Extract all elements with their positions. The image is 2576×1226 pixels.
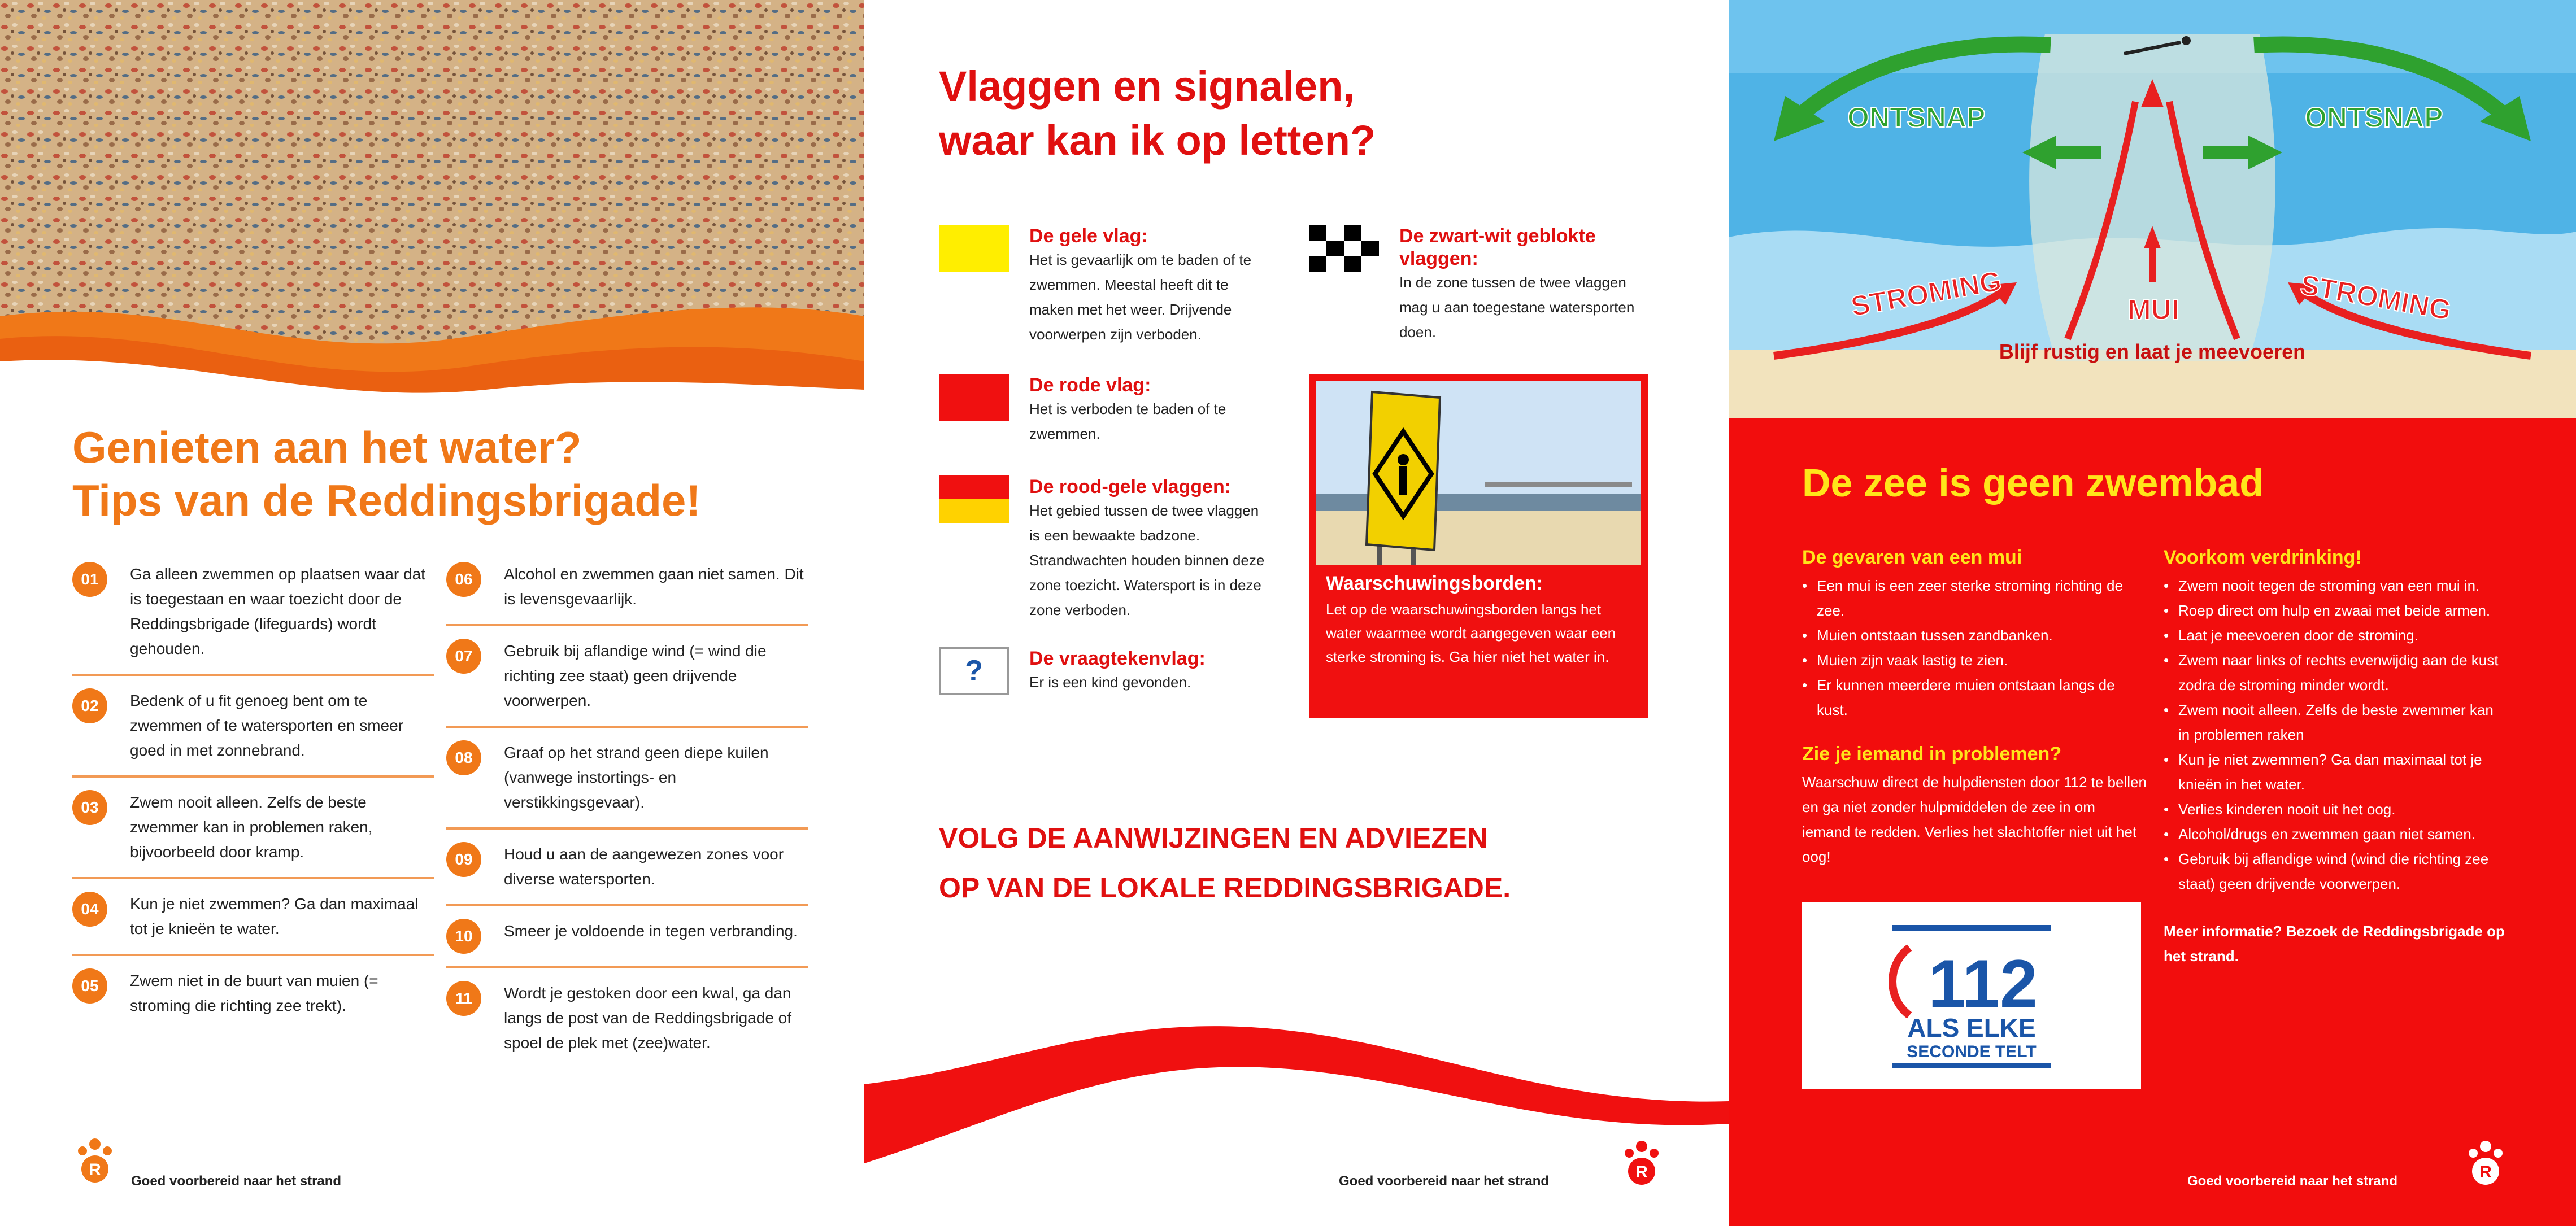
reddingsbrigade-logo-icon (72, 1134, 118, 1185)
flag-description (1029, 225, 1267, 347)
logo-letter: R (89, 1160, 101, 1179)
tip-number-badge: 06 (446, 562, 481, 597)
prevention-column (2164, 545, 2508, 968)
advice-line-2: OP VAN DE LOKALE REDDINGSBRIGADE. (939, 872, 1511, 904)
title-line-1: Vlaggen en signalen, (939, 63, 1355, 110)
warning-sign-photo (1316, 381, 1641, 565)
tip-text: Zwem niet in de buurt van muien (= stroming die richting zee trekt). (130, 972, 378, 1014)
title-line-1: Genieten aan het water? (72, 422, 582, 472)
current-label-left: STROMING (1848, 264, 2004, 322)
title-line-2: waar kan ik op letten? (939, 117, 1376, 164)
list-item (446, 639, 808, 728)
rip-current-diagram (1729, 0, 2576, 418)
tip-text: Bedenk of u fit genoeg bent om te zwemmen of te watersporten en smeer goed in met zonnebrand. (130, 692, 403, 759)
list-item: • Muien ontstaan tussen zandbanken. (1802, 623, 2147, 648)
list-item: • Verlies kinderen nooit uit het oog. (2164, 797, 2508, 822)
tip-text: Houd u aan de aangewezen zones voor diverse watersporten. (504, 845, 784, 888)
emergency-112-box (1802, 902, 2141, 1089)
escape-label-right: ONTSNAP (2305, 102, 2443, 133)
page-title: De zee is geen zwembad (1802, 461, 2264, 505)
list-item: • Een mui is een zeer sterke stroming richting de zee. (1802, 573, 2147, 623)
flag-title: De rood-gele vlaggen: (1029, 476, 1232, 498)
flag-text: Het is verboden te baden of te zwemmen. (1029, 400, 1226, 442)
list-item (72, 968, 434, 1031)
diagram-caption: Blijf rustig en laat je meevoeren (1999, 340, 2306, 363)
panel-flags (864, 0, 1729, 1226)
tip-number-badge: 03 (72, 790, 107, 825)
logo-letter: R (2479, 1163, 2492, 1181)
footer-text: Goed voorbereid naar het strand (2187, 1173, 2398, 1189)
escape-label-left: ONTSNAP (1847, 102, 1986, 133)
flag-description (1029, 647, 1267, 695)
prevention-list (2164, 573, 2508, 896)
rip-label: MUI (2127, 294, 2179, 325)
flag-text: Het is gevaarlijk om te baden of te zwemmen. Meestal heeft dit te maken met het weer. Drijvende voorwerpen zijn verboden. (1029, 251, 1252, 343)
dangers-list (1802, 573, 2147, 722)
tip-text: Graaf op het strand geen diepe kuilen (vanwege instortings- en verstikkingsgevaar). (504, 744, 769, 811)
tip-number-badge: 04 (72, 892, 107, 927)
footer-text: Goed voorbereid naar het strand (1339, 1173, 1550, 1189)
phone-icon (1892, 948, 1909, 1015)
flag-title: De gele vlag: (1029, 225, 1148, 247)
list-item: • Er kunnen meerdere muien ontstaan langs de kust. (1802, 673, 2147, 722)
list-item (446, 842, 808, 906)
list-item (446, 919, 808, 968)
reddingsbrigade-logo-icon (2463, 1136, 2508, 1187)
page-title (72, 421, 700, 527)
more-info-text: Meer informatie? Bezoek de Reddingsbrigade op het strand. (2164, 923, 2505, 965)
advice-line-1: VOLG DE AANWIJZINGEN EN ADVIEZEN (939, 822, 1488, 854)
tip-text: Alcohol en zwemmen gaan niet samen. Dit is levensgevaarlijk. (504, 565, 804, 608)
flag-title: De rode vlag: (1029, 374, 1151, 396)
flag-description (1029, 374, 1267, 446)
prevention-heading: Voorkom verdrinking! (2164, 547, 2362, 568)
tip-text: Gebruik bij aflandige wind (= wind die richting zee staat) geen drijvende voorwerpen. (504, 642, 767, 709)
problems-text: Waarschuw direct de hulpdiensten door 112 te bellen en ga niet zonder hulpmiddelen de zee in om iemand te redden. Verlies het slachtoffer niet uit het oog! (1802, 774, 2147, 865)
list-item: • Alcohol/drugs en zwemmen gaan niet samen. (2164, 822, 2508, 847)
tip-number-badge: 02 (72, 688, 107, 723)
tip-number-badge: 11 (446, 981, 481, 1016)
flag-text: In de zone tussen de twee vlaggen mag u aan toegestane watersporten doen. (1399, 274, 1635, 341)
tip-number-badge: 10 (446, 919, 481, 954)
red-flag-icon (939, 374, 1009, 421)
tip-text: Kun je niet zwemmen? Ga dan maximaal tot je knieën te water. (130, 895, 419, 937)
flag-description (1399, 225, 1637, 344)
beach-crowd-photo (0, 0, 864, 395)
warning-title: Waarschuwingsborden: (1326, 573, 1543, 594)
list-item: • Zwem naar links of rechts evenwijdig aan de kust zodra de stroming minder wordt. (2164, 648, 2508, 697)
tip-number-badge: 07 (446, 639, 481, 674)
list-item (72, 790, 434, 879)
list-item (72, 562, 434, 676)
tip-number-badge: 05 (72, 968, 107, 1004)
list-item (446, 562, 808, 626)
list-item: • Zwem nooit tegen de stroming van een mui in. (2164, 573, 2508, 598)
yellow-flag-icon (939, 225, 1009, 272)
title-line-2: Tips van de Reddingsbrigade! (72, 475, 701, 525)
rip-info-column (1802, 545, 2147, 869)
tip-text: Ga alleen zwemmen op plaatsen waar dat is toegestaan en waar toezicht door de Reddingsbrigade (lifeguards) wordt gehouden. (130, 565, 425, 657)
red-wave-decoration (864, 1005, 1729, 1175)
question-flag-icon: ? (939, 647, 1009, 695)
list-item: • Muien zijn vaak lastig te zien. (1802, 648, 2147, 673)
problems-heading: Zie je iemand in problemen? (1802, 743, 2062, 765)
warning-sign-box (1309, 374, 1648, 718)
list-item: • Laat je meevoeren door de stroming. (2164, 623, 2508, 648)
panel-tips (0, 0, 864, 1226)
current-label-right: STROMING (2298, 268, 2454, 326)
flag-title: De zwart-wit geblokte vlaggen: (1399, 225, 1596, 269)
dangers-heading: De gevaren van een mui (1802, 547, 2022, 568)
tips-list-left (72, 562, 434, 1043)
list-item (72, 688, 434, 778)
logo-letter: R (1635, 1163, 1648, 1181)
tips-list-right (446, 562, 808, 1080)
tip-text: Zwem nooit alleen. Zelfs de beste zwemmer kan in problemen raken, bijvoorbeeld door kramp. (130, 793, 373, 861)
footer-text: Goed voorbereid naar het strand (131, 1173, 342, 1189)
list-item (72, 892, 434, 956)
warning-text: Let op de waarschuwingsborden langs het water waarmee wordt aangegeven waar een sterke stroming is. Ga hier niet het water in. (1326, 601, 1616, 665)
emergency-number: 112 (1928, 946, 2038, 1022)
list-item: • Gebruik bij aflandige wind (wind die richting zee staat) geen drijvende voorwerpen. (2164, 847, 2508, 896)
list-item (446, 981, 808, 1068)
flag-text: Het gebied tussen de twee vlaggen is een bewaakte badzone. Strandwachten houden binnen deze zone toezicht. Watersport is in deze zone verboden. (1029, 502, 1265, 618)
tip-text: Wordt je gestoken door een kwal, ga dan langs de post van de Reddingsbrigade of spoel de plek met (zee)water. (504, 984, 792, 1052)
red-yellow-flag-icon (939, 475, 1009, 523)
advice-heading (939, 813, 1511, 913)
tip-number-badge: 09 (446, 842, 481, 877)
flag-text: Er is een kind gevonden. (1029, 674, 1191, 691)
reddingsbrigade-logo-icon (1619, 1136, 1664, 1187)
tip-number-badge: 08 (446, 740, 481, 775)
panel-rip-current (1729, 0, 2576, 1226)
page-title (939, 59, 1376, 168)
checkered-flag-icon (1309, 225, 1379, 272)
tip-number-badge: 01 (72, 562, 107, 597)
emergency-112-logo (1802, 902, 2141, 1089)
list-item (446, 740, 808, 830)
flag-description (1029, 475, 1267, 622)
emergency-line-2: SECONDE TELT (1907, 1042, 2037, 1061)
list-item: • Zwem nooit alleen. Zelfs de beste zwemmer kan in problemen raken (2164, 697, 2508, 747)
emergency-line-1: ALS ELKE (1907, 1013, 2036, 1042)
tip-text: Smeer je voldoende in tegen verbranding. (504, 922, 798, 940)
list-item: • Roep direct om hulp en zwaai met beide armen. (2164, 598, 2508, 623)
flag-title: De vraagtekenvlag: (1029, 648, 1206, 669)
list-item: • Kun je niet zwemmen? Ga dan maximaal tot je knieën in het water. (2164, 747, 2508, 797)
